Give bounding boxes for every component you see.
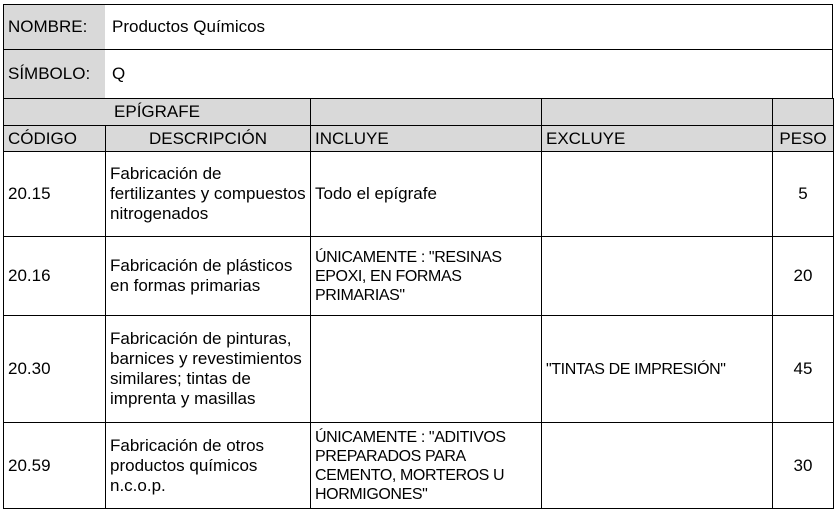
table-row — [4, 152, 834, 237]
table-row — [4, 316, 834, 423]
cell-codigo: 20.15 — [4, 152, 106, 237]
epigrafe-table — [3, 98, 834, 509]
simbolo-row — [3, 49, 833, 99]
cell-peso: 45 — [773, 316, 834, 423]
cell-descripcion: Fabricación de plásticos en formas primarias — [106, 237, 311, 316]
group-header-empty — [311, 99, 542, 126]
group-header-row — [4, 99, 834, 126]
cell-descripcion: Fabricación de pinturas, barnices y revestimientos similares; tintas de imprenta y masillas — [106, 316, 311, 423]
nombre-row — [3, 4, 833, 50]
cell-codigo: 20.16 — [4, 237, 106, 316]
simbolo-value: Q — [112, 64, 126, 83]
nombre-label: NOMBRE: — [4, 5, 105, 49]
col-header-codigo: CÓDIGO — [4, 126, 106, 152]
cell-codigo: 20.30 — [4, 316, 106, 423]
group-header-empty — [773, 99, 834, 126]
simbolo-label: SÍMBOLO: — [4, 50, 105, 98]
cell-peso: 5 — [773, 152, 834, 237]
cell-peso: 20 — [773, 237, 834, 316]
column-header-row — [4, 126, 834, 152]
table-row — [4, 237, 834, 316]
cell-incluye — [311, 316, 542, 423]
col-header-peso: PESO — [773, 126, 834, 152]
cell-peso: 30 — [773, 423, 834, 509]
cell-codigo: 20.59 — [4, 423, 106, 509]
col-header-incluye: INCLUYE — [311, 126, 542, 152]
table-row — [4, 423, 834, 509]
cell-incluye: ÚNICAMENTE : "RESINAS EPOXI, EN FORMAS PRIMARIAS" — [311, 237, 542, 316]
cell-excluye — [542, 237, 773, 316]
cell-descripcion: Fabricación de fertilizantes y compuestos nitrogenados — [106, 152, 311, 237]
cell-descripcion: Fabricación de otros productos químicos n.c.o.p. — [106, 423, 311, 509]
cell-incluye: ÚNICAMENTE : "ADITIVOS PREPARADOS PARA CEMENTO, MORTEROS U HORMIGONES" — [311, 423, 542, 509]
cell-excluye — [542, 152, 773, 237]
col-header-descripcion: DESCRIPCIÓN — [106, 126, 311, 152]
cell-excluye — [542, 423, 773, 509]
nombre-value: Productos Químicos — [112, 17, 266, 36]
group-header-empty — [542, 99, 773, 126]
group-header-epigrafe: EPÍGRAFE — [4, 99, 311, 126]
col-header-excluye: EXCLUYE — [542, 126, 773, 152]
cell-excluye: "TINTAS DE IMPRESIÓN" — [542, 316, 773, 423]
cell-incluye: Todo el epígrafe — [311, 152, 542, 237]
